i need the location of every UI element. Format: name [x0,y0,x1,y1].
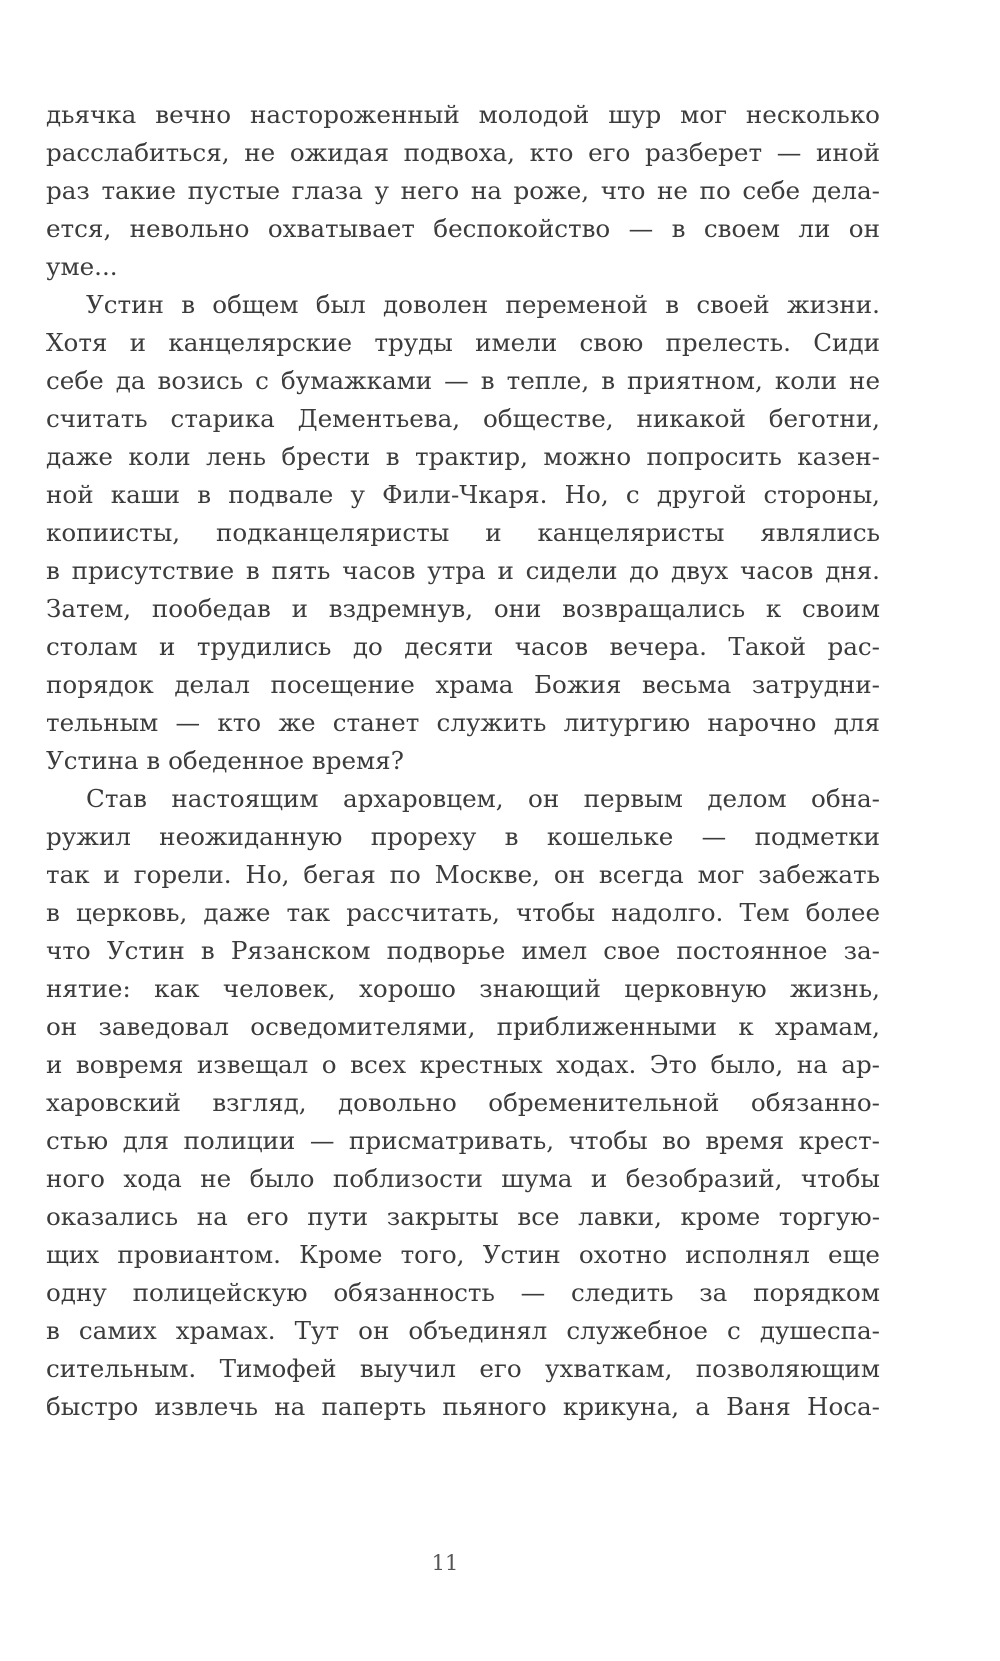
body-text [46,96,880,1426]
text-line: в церковь, даже так рассчитать, чтобы надолго. Тем более [46,898,880,927]
text-line: что Устин в Рязанском подворье имел свое постоянное за- [46,936,880,965]
text-line: так и горели. Но, бегая по Москве, он всегда мог забежать [46,860,880,889]
paragraph [46,780,880,1426]
text-line: ется, невольно охватывает беспокойство — в своем ли он [46,214,880,243]
text-line: считать старика Дементьева, обществе, никакой беготни, [46,404,880,433]
paragraph [46,286,880,780]
text-line: расслабиться, не ожидая подвоха, кто его разберет — иной [46,138,880,167]
text-line: в присутствие в пять часов утра и сидели до двух часов дня. [46,556,880,585]
text-line: Затем, пообедав и вздремнув, они возвращались к своим [46,594,880,623]
text-line: ного хода не было поблизости шума и безобразий, чтобы [46,1164,880,1193]
text-line: он заведовал осведомителями, приближенными к храмам, [46,1012,880,1041]
text-line: оказались на его пути закрыты все лавки, кроме торгую- [46,1202,880,1231]
text-line: столам и трудились до десяти часов вечера. Такой рас- [46,632,880,661]
text-line: одну полицейскую обязанность — следить за порядком [46,1278,880,1307]
text-line: щих провиантом. Кроме того, Устин охотно исполнял еще [46,1240,880,1269]
text-line: копиисты, подканцеляристы и канцеляристы являлись [46,518,880,547]
text-line: порядок делал посещение храма Божия весьма затрудни- [46,670,880,699]
text-line: и вовремя извещал о всех крестных ходах. Это было, на ар- [46,1050,880,1079]
text-line: Став настоящим архаровцем, он первым делом обна- [86,784,880,813]
paragraph [46,96,880,286]
text-line: нятие: как человек, хорошо знающий церковную жизнь, [46,974,880,1003]
text-line: Устин в общем был доволен переменой в своей жизни. [86,290,880,319]
text-line: раз такие пустые глаза у него на роже, что не по себе дела- [46,176,880,205]
text-line: себе да возись с бумажками — в тепле, в приятном, коли не [46,366,880,395]
text-line: тельным — кто же станет служить литургию нарочно для [46,708,880,737]
text-line: Устина в обеденное время? [46,746,404,775]
text-line: стью для полиции — присматривать, чтобы во время крест- [46,1126,880,1155]
page-number: 11 [431,1551,459,1575]
text-line: Хотя и канцелярские труды имели свою прелесть. Сиди [46,328,880,357]
text-line: быстро извлечь на паперть пьяного крикуна, а Ваня Носа- [46,1392,880,1421]
text-line: дьячка вечно настороженный молодой шур мог несколько [46,100,880,129]
text-line: сительным. Тимофей выучил его ухваткам, позволяющим [46,1354,880,1383]
text-line: ружил неожиданную прореху в кошельке — подметки [46,822,880,851]
text-line: харовский взгляд, довольно обременительной обязанно- [46,1088,880,1117]
text-line: даже коли лень брести в трактир, можно попросить казен- [46,442,880,471]
text-line: ной каши в подвале у Фили-Чкаря. Но, с другой стороны, [46,480,880,509]
text-line: в самих храмах. Тут он объединял служебное с душеспа- [46,1316,880,1345]
text-line: уме... [46,252,118,281]
